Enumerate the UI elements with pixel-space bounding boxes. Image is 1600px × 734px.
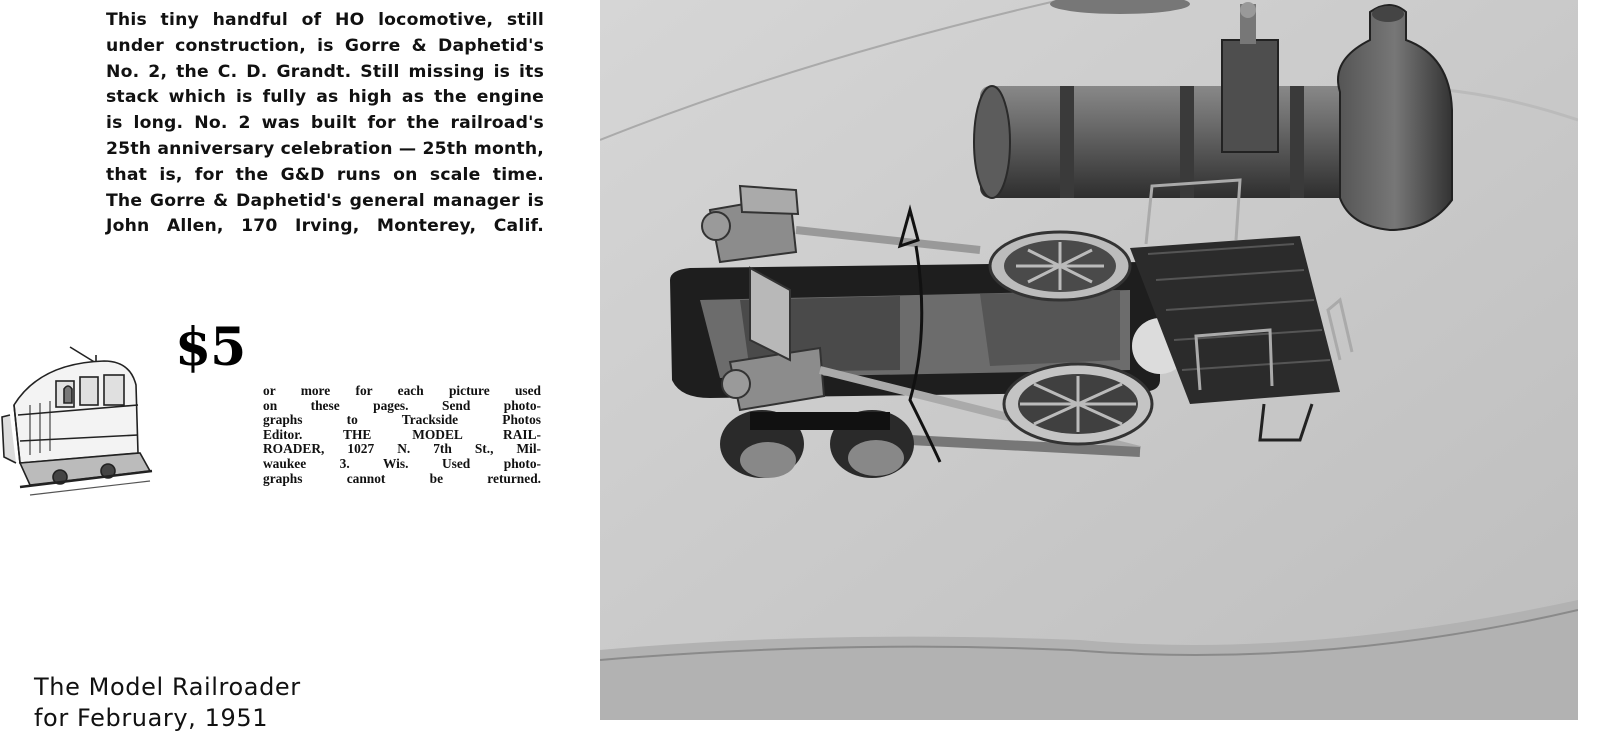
caption-line: This tiny handful of HO locomotive, still [106,10,544,30]
caption-line: John Allen, 170 Irving, Monterey, Calif. [106,216,544,237]
caption-line: stack which is fully as high as the engine [106,87,544,108]
caption-line: No. 2, the C. D. Grandt. Still missing is its [106,61,544,82]
notice-line: or more for each picture used [263,383,541,398]
notice-line: Editor. THE MODEL RAIL- [263,426,541,442]
caption-line: is long. No. 2 was built for the railroad's [106,113,544,134]
trolley-icon [0,345,158,505]
magazine-footer [34,672,434,734]
notice-line: graphs to Trackside Photos [263,412,541,428]
ho-locomotive-photo [600,0,1578,720]
caption-line: The Gorre & Daphetid's general manager is [106,190,544,211]
trolley-car-illustration [0,345,158,505]
notice-line: graphs cannot be returned. [263,470,541,486]
notice-line: on these pages. Send photo- [263,397,541,413]
caption-line: that is, for the G&D runs on scale time. [106,164,544,185]
caption-line: under construction, is Gorre & Daphetid's [106,35,544,56]
footer-title: The Model Railroader [34,673,301,701]
price-heading: $5 [175,317,246,378]
caption-line: 25th anniversary celebration — 25th month, [106,138,544,159]
notice-line: ROADER, 1027 N. 7th St., Mil- [263,441,541,457]
photo-caption [106,8,544,240]
photo-submission-notice [263,384,541,486]
notice-line: waukee 3. Wis. Used photo- [263,455,541,471]
locomotive-photo-image [600,0,1578,720]
footer-date: for February, 1951 [34,704,269,732]
